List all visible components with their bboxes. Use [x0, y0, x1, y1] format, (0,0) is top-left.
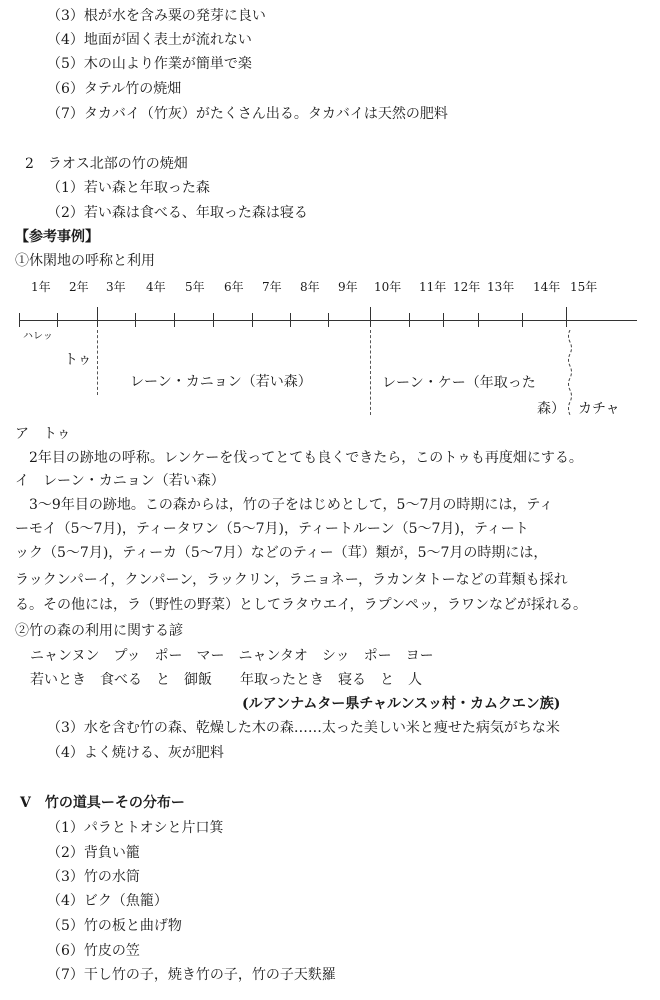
- timeline-tick: [252, 313, 253, 327]
- timeline-marker: [97, 307, 98, 327]
- timeline-tick: [409, 313, 410, 327]
- list-item: （7）タカバイ（竹灰）がたくさん出る。タカバイは天然の肥料: [47, 106, 448, 122]
- timeline-label-old-end: 森）: [537, 401, 565, 417]
- section-heading: 2 ラオス北部の竹の焼畑: [25, 156, 188, 172]
- timeline-label-tou: トゥ: [64, 352, 92, 368]
- proverb-lao: ニャンヌン プッ ポー マー ニャンタオ シッ ポー ヨー: [30, 648, 434, 664]
- list-item: （5）竹の板と曲げ物: [47, 918, 182, 934]
- paragraph: 2年目の跡地の呼称。レンケーを伐ってとても良くできたら，このトゥも再度畑にする。: [15, 450, 583, 466]
- timeline-label-old: レーン・ケー（年取った: [382, 375, 536, 391]
- paragraph-line: る。その他には，ラ（野性の野菜）としてラタウエイ，ラプンペッ，ラワンなどが採れる。: [15, 597, 588, 613]
- term-label: ア トゥ: [15, 426, 71, 442]
- timeline-tick: [290, 313, 291, 327]
- timeline-marker: [566, 307, 567, 327]
- timeline-marker: [370, 307, 371, 327]
- subsection-heading: ①休閑地の呼称と利用: [15, 253, 155, 269]
- timeline-label-kacha: カチャ: [578, 401, 620, 417]
- timeline-tick: [478, 313, 479, 327]
- list-item: （2）若い森は食べる、年取った森は寝る: [47, 205, 308, 221]
- list-item: （3）竹の水筒: [47, 869, 140, 885]
- timeline-tick: [213, 313, 214, 327]
- list-item: （6）竹皮の笠: [47, 943, 140, 959]
- list-item: （3）水を含む竹の森、乾燥した木の森……太った美しい米と痩せた病気がちな米: [47, 720, 560, 736]
- year-label: 2年: [69, 280, 89, 294]
- year-label: 12年: [453, 280, 481, 294]
- timeline-tick: [328, 313, 329, 327]
- year-label: 10年: [374, 280, 402, 294]
- year-label: 1年: [31, 280, 51, 294]
- term-label: イ レーン・カニョン（若い森）: [15, 473, 225, 489]
- year-label: 7年: [262, 280, 282, 294]
- timeline-wavy-divider: [567, 330, 573, 415]
- section-heading: V 竹の道具ーその分布ー: [20, 795, 185, 811]
- paragraph-line: ラックンパーイ，クンパーン，ラックリン，ラニョネー，ラカンタトーなどの茸類も採れ: [15, 572, 568, 588]
- year-label: 9年: [338, 280, 358, 294]
- year-label: 11年: [419, 280, 447, 294]
- timeline-tick: [57, 313, 58, 327]
- year-label: 15年: [570, 280, 598, 294]
- timeline-tick: [443, 313, 444, 327]
- list-item: （4）よく焼ける、灰が肥料: [47, 745, 224, 761]
- paragraph-line: ーモイ（5～7月)，ティータワン（5～7月)，ティートルーン（5～7月)，ティート: [15, 521, 529, 537]
- list-item: （4）地面が固く表土が流れない: [47, 32, 252, 48]
- list-item: （1）パラとトオシと片口箕: [47, 820, 224, 836]
- year-label: 13年: [487, 280, 515, 294]
- timeline-label-young: レーン・カニョン（若い森）: [130, 374, 312, 390]
- list-item: （2）背負い籠: [47, 845, 140, 861]
- proverb-translation: 若いとき 食べる と 御飯 年取ったとき 寝る と 人: [30, 672, 422, 688]
- year-label: 8年: [300, 280, 320, 294]
- list-item: （5）木の山より作業が簡単で楽: [47, 56, 252, 72]
- year-label: 6年: [224, 280, 244, 294]
- paragraph-line: 3～9年目の跡地。この森からは，竹の子をはじめとして，5～7月の時期には，ティ: [15, 497, 554, 513]
- list-item: （6）タテル竹の焼畑: [47, 81, 182, 97]
- list-item: （7）干し竹の子，焼き竹の子，竹の子天麩羅: [47, 967, 336, 983]
- timeline-tick: [19, 313, 20, 327]
- reference-heading: 【参考事例】: [15, 229, 99, 245]
- paragraph-line: ック（5～7月)，ティーカ（5～7月）などのティー（茸）類が，5～7月の時期には，: [15, 545, 548, 561]
- timeline-tick: [174, 313, 175, 327]
- year-label: 3年: [106, 280, 126, 294]
- list-item: （3）根が水を含み粟の発芽に良い: [47, 8, 266, 24]
- proverb-source: (ルアンナムター県チャルンスッ村・カムクエン族): [242, 696, 561, 712]
- list-item: （4）ビク（魚籠）: [47, 893, 168, 909]
- timeline-tick: [135, 313, 136, 327]
- year-label: 14年: [533, 280, 561, 294]
- timeline-divider: [97, 330, 98, 395]
- subsection-heading: ②竹の森の利用に関する諺: [15, 623, 183, 639]
- timeline-label-hare: ハレッ: [23, 331, 53, 342]
- timeline-divider: [370, 330, 371, 415]
- timeline-tick: [522, 313, 523, 327]
- list-item: （1）若い森と年取った森: [47, 180, 210, 196]
- year-label: 4年: [146, 280, 166, 294]
- year-label: 5年: [185, 280, 205, 294]
